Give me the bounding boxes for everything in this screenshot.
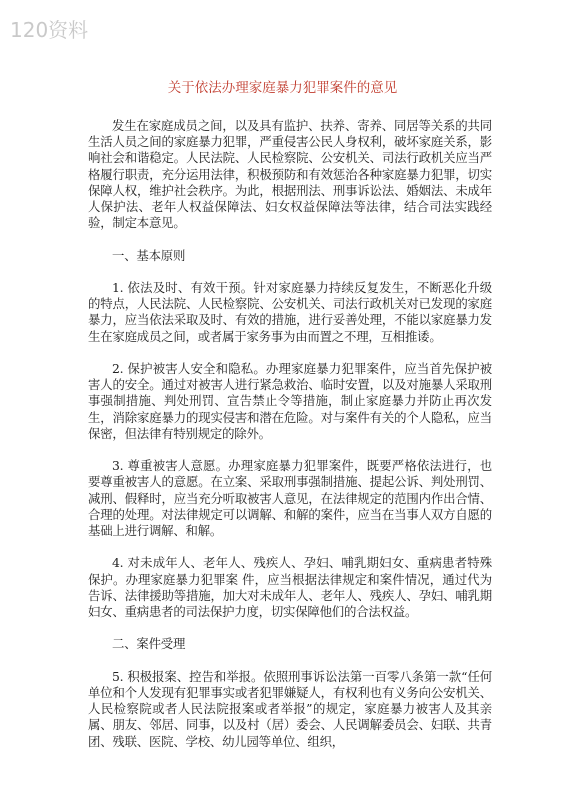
document-title: 关于依法办理家庭暴力犯罪案件的意见	[167, 80, 398, 96]
principle-paragraph-2: 2. 保护被害人安全和隐私。办理家庭暴力犯罪案件，应当首先保护被害人的安全。通过对被害人进行紧急救治、临时安置，以及对施暴人采取刑事强制措施、判处刑罚、宣告禁止令等措施，制止家庭暴力并防止再次发生，消除家庭暴力的现实侵害和潜在危险。对与案件有关的个人隐私，应当保密，但法律有特别规定的除外。	[88, 361, 492, 441]
watermark-logo: 120资料	[10, 18, 89, 42]
acceptance-paragraph-5: 5. 积极报案、控告和举报。依照刑事诉讼法第一百零八条第一款“任何单位和个人发现有犯罪事实或者犯罪嫌疑人，有权利也有义务向公安机关、人民检察院或者人民法院报案或者举报”的规定，家庭暴力被害人及其亲属、朋友、邻居、同事，以及村（居）委会、人民调解委员会、妇联、共青团、残联、医院、学校、幼儿园等单位、组织，	[88, 668, 492, 749]
principle-paragraph-3: 3. 尊重被害人意愿。办理家庭暴力犯罪案件，既要严格依法进行，也要尊重被害人的意愿。在立案、采取刑事强制措施、提起公诉、判处刑罚、减刑、假释时，应当充分听取被害人意见，在法律规定的范围内作出合情、合理的处理。对法律规定可以调解、和解的案件，应当在当事人双方自愿的基础上进行调解、和解。	[88, 458, 492, 539]
preamble-paragraph: 发生在家庭成员之间，以及具有监护、扶养、寄养、同居等关系的共同生活人员之间的家庭暴力犯罪，严重侵害公民人身权利，破坏家庭关系，影响社会和谐稳定。人民法院、人民检察院、公安机关、司法行政机关应当严格履行职责，充分运用法律，积极预防和有效惩治各种家庭暴力犯罪，切实保障人权，维护社会秩序。为此，根据刑法、刑事诉讼法、婚姻法、未成年人保护法、老年人权益保障法、妇女权益保障法等法律，结合司法实践经验，制定本意见。	[88, 118, 492, 231]
section-heading-basic-principles: 一、基本原则	[112, 247, 186, 263]
section-heading-case-acceptance: 二、案件受理	[112, 636, 186, 652]
principle-paragraph-1: 1. 依法及时、有效干预。针对家庭暴力持续反复发生，不断恶化升级的特点，人民法院、人民检察院、公安机关、司法行政机关对已发现的家庭暴力，应当依法采取及时、有效的措施，进行妥善处理，不能以家庭暴力发生在家庭成员之间，或者属于家务事为由而置之不理，互相推诿。	[88, 280, 492, 344]
principle-paragraph-4: 4. 对未成年人、老年人、残疾人、孕妇、哺乳期妇女、重病患者特殊保护。办理家庭暴力犯罪案 件，应当根据法律规定和案件情况，通过代为告诉、法律援助等措施，加大对未成年人、老年人、残疾人、孕妇、哺乳期妇女、重病患者的司法保护力度，切实保障他们的合法权益。	[88, 555, 492, 620]
document-body	[88, 118, 492, 766]
